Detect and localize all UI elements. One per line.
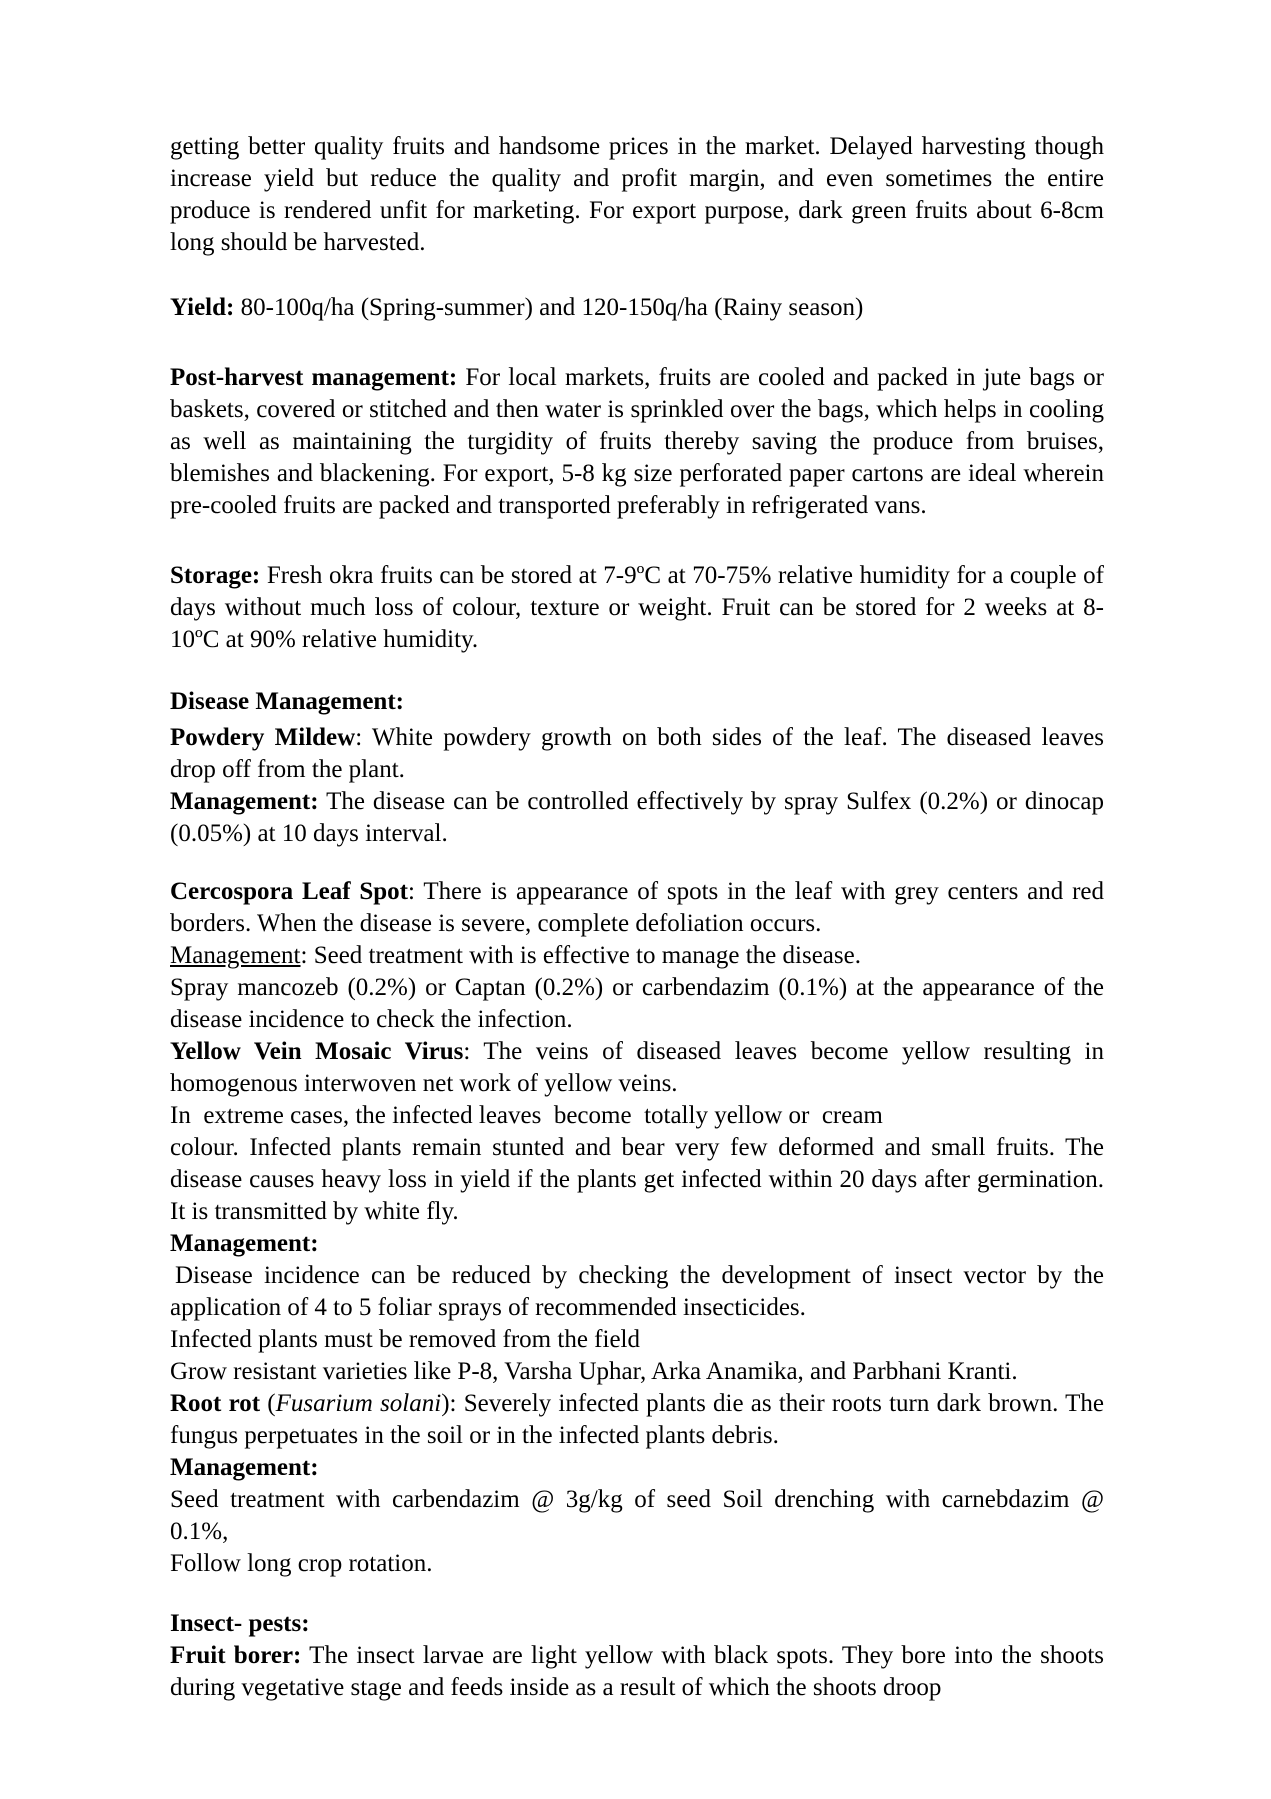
root-rot-paren: ( — [260, 1390, 276, 1417]
paragraph-harvest-intro: getting better quality fruits and handsome prices in the market. Delayed harvesting though increase yield but reduce the quality and profit margin, and even sometimes the entire produce is rendered unfit for marketing. For export purpose, dark green fruits about 6-8cm long should be harvested. — [170, 133, 1104, 256]
yvmv-label: Yellow Vein Mosaic Virus — [170, 1038, 464, 1065]
paragraph-yvmv-management-1: Disease incidence can be reduced by checking the development of insect vector by the application of 4 to 5 foliar sprays of recommended insecticides. — [170, 1262, 1104, 1321]
heading-disease-management — [170, 686, 1104, 718]
root-rot-species: Fusarium solani — [275, 1390, 442, 1417]
yield-text: 80-100q/ha (Spring-summer) and 120-150q/ha (Rainy season) — [234, 294, 864, 321]
powdery-management-text: The disease can be controlled effectively by spray Sulfex (0.2%) or dinocap (0.05%) at 10 days interval. — [170, 788, 1104, 847]
paragraph-yvmv-management-3: Grow resistant varieties like P-8, Varsha Uphar, Arka Anamika, and Parbhani Kranti. — [170, 1358, 1018, 1385]
paragraph-cercospora-management — [170, 940, 1104, 972]
paragraph-cercospora — [170, 876, 1104, 940]
paragraph-fruit-borer — [170, 1640, 1104, 1704]
paragraph-root-rot-management-2: 0.1%, — [170, 1518, 229, 1545]
cercospora-text: : There is appearance of spots in the leaf with grey centers and red borders. When the disease is severe, complete defoliation occurs. — [170, 878, 1104, 937]
paragraph-post-harvest — [170, 362, 1104, 522]
fruit-borer-label: Fruit borer: — [170, 1642, 302, 1669]
storage-text: Fresh okra fruits can be stored at 7-9ºC at 70-75% relative humidity for a couple of days without much loss of colour, texture or weight. Fruit can be stored for 2 weeks at 8-10ºC at 90% relative humidity. — [170, 562, 1104, 653]
paragraph-cercospora-spray: Spray mancozeb (0.2%) or Captan (0.2%) or carbendazim (0.1%) at the appearance of the disease incidence to check the infection. — [170, 974, 1104, 1033]
paragraph-yvmv-management-2: Infected plants must be removed from the field — [170, 1326, 640, 1353]
cercospora-management-text: : Seed treatment with is effective to manage the disease. — [300, 942, 861, 969]
insect-pests-heading-text: Insect- pests: — [170, 1610, 310, 1637]
yield-label: Yield: — [170, 294, 235, 321]
paragraph-root-rot — [170, 1388, 1104, 1452]
root-rot-management-heading-text: Management: — [170, 1454, 319, 1481]
disease-heading-text: Disease Management: — [170, 688, 404, 715]
yvmv-management-heading-text: Management: — [170, 1230, 319, 1257]
post-harvest-text: For local markets, fruits are cooled and packed in jute bags or baskets, covered or stitched and then water is sprinkled over the bags, which helps in cooling as well as maintaining the turgidity of fruits thereby saving the produce from bruises, blemishes and blackening. For export, 5-8 kg size perforated paper cartons are ideal wherein pre-cooled fruits are packed and transported preferably in refrigerated vans. — [170, 364, 1104, 519]
paragraph-powdery-mildew — [170, 722, 1104, 786]
paragraph-yvmv-extreme-cases: In extreme cases, the infected leaves become totally yellow or cream — [170, 1102, 883, 1129]
yvmv-text: : The veins of diseased leaves become yellow resulting in homogenous interwoven net work of yellow veins. — [170, 1038, 1104, 1097]
paragraph-root-rot-management-3: Follow long crop rotation. — [170, 1550, 433, 1577]
heading-yvmv-management — [170, 1228, 1104, 1260]
paragraph-powdery-management — [170, 786, 1104, 850]
cercospora-label: Cercospora Leaf Spot — [170, 878, 409, 905]
post-harvest-label: Post-harvest management: — [170, 364, 458, 391]
paragraph-yvmv — [170, 1036, 1104, 1100]
fruit-borer-text: The insect larvae are light yellow with black spots. They bore into the shoots during vegetative stage and feeds inside as a result of which the shoots droop — [170, 1642, 1105, 1701]
paragraph-yvmv-colour: colour. Infected plants remain stunted and bear very few deformed and small fruits. The disease causes heavy loss in yield if the plants get infected within 20 days after germination. It is transmitted by white fly. — [170, 1134, 1104, 1225]
powdery-mildew-label: Powdery Mildew — [170, 724, 356, 751]
paragraph-storage — [170, 560, 1104, 656]
heading-root-rot-management — [170, 1452, 1104, 1484]
powdery-mildew-text: : White powdery growth on both sides of the leaf. The diseased leaves drop off from the plant. — [170, 724, 1104, 783]
cercospora-management-label: Management — [170, 942, 301, 969]
storage-label: Storage: — [170, 562, 261, 589]
root-rot-text: ): Severely infected plants die as their roots turn dark brown. The fungus perpetuates in the soil or in the infected plants debris. — [170, 1390, 1104, 1449]
root-rot-label: Root rot — [170, 1390, 261, 1417]
paragraph-yield — [170, 292, 1104, 324]
heading-insect-pests — [170, 1608, 1104, 1640]
powdery-management-label: Management: — [170, 788, 319, 815]
paragraph-root-rot-management-1: Seed treatment with carbendazim @ 3g/kg of seed Soil drenching with carnebdazim @ — [170, 1486, 1104, 1513]
